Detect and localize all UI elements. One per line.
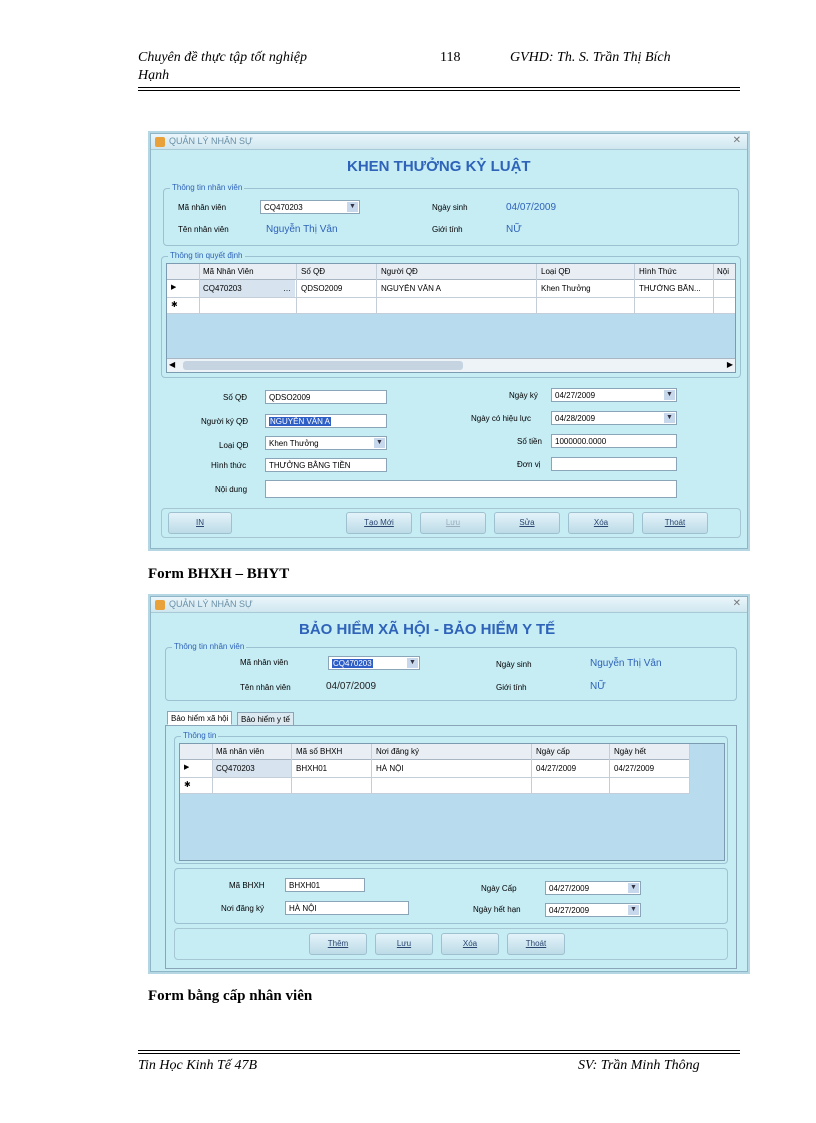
button-bar xyxy=(174,928,728,960)
grid-cell[interactable]: NGUYỄN VĂN A xyxy=(381,284,442,293)
decision-grid[interactable] xyxy=(166,263,736,373)
insurance-grid[interactable] xyxy=(179,743,725,861)
caption-bhxh: Form BHXH – BHYT xyxy=(148,566,290,582)
scroll-thumb[interactable] xyxy=(183,361,463,370)
group-title: Thông tin xyxy=(183,731,217,740)
new-row[interactable] xyxy=(167,298,735,314)
ngay-het-han-label: Ngày hết hạn xyxy=(473,905,521,914)
grid-cell[interactable]: BHXH01 xyxy=(296,764,328,773)
column-header[interactable]: Mã nhân viên xyxy=(216,747,265,756)
so-tien-input[interactable]: 1000000.0000 xyxy=(551,434,677,448)
grid-header xyxy=(167,264,735,280)
column-header[interactable]: Hình Thức xyxy=(639,267,677,276)
ngay-het-han-datepicker[interactable]: 04/27/2009 ▼ xyxy=(545,903,641,917)
create-new-button[interactable]: Tạo Mới xyxy=(346,512,412,534)
add-button[interactable]: Thêm xyxy=(309,933,367,955)
ngay-cap-datepicker[interactable]: 04/27/2009 ▼ xyxy=(545,881,641,895)
grid-cell[interactable]: THƯỞNG BẰN... xyxy=(639,284,701,293)
header-left-continued: Hạnh xyxy=(138,68,170,83)
employee-id-label: Mã nhân viên xyxy=(178,203,227,212)
ma-bhxh-label: Mã BHXH xyxy=(229,881,265,890)
ngay-cap-label: Ngày Cấp xyxy=(481,884,517,893)
chevron-down-icon[interactable]: ▼ xyxy=(664,390,675,400)
ngay-ky-label: Ngày ký xyxy=(509,391,538,400)
ngay-ky-datepicker[interactable]: 04/27/2009 ▼ xyxy=(551,388,677,402)
nguoi-ky-input[interactable]: NGUYỄN VĂN A xyxy=(265,414,387,428)
so-qd-label: Số QĐ xyxy=(223,393,248,402)
chevron-down-icon[interactable]: ▼ xyxy=(628,905,639,915)
employee-info-group xyxy=(163,183,739,246)
so-qd-input[interactable]: QDSO2009 xyxy=(265,390,387,404)
exit-button[interactable]: Thoát xyxy=(507,933,565,955)
grid-cell[interactable]: CQ470203 xyxy=(216,764,255,773)
row-pointer-icon: ▶ xyxy=(171,284,177,291)
table-row[interactable] xyxy=(180,760,690,778)
dob-value: 04/07/2009 xyxy=(506,202,557,213)
noi-dang-ky-label: Nơi đăng ký xyxy=(221,904,265,913)
grid-cell[interactable]: Khen Thưởng xyxy=(541,284,591,293)
save-button[interactable]: Lưu xyxy=(375,933,433,955)
delete-button[interactable]: Xóa xyxy=(568,512,634,534)
grid-cell[interactable]: HÀ NỘI xyxy=(376,764,404,773)
title-bar xyxy=(151,597,747,613)
column-header[interactable]: Mã Nhân Viên xyxy=(203,267,254,276)
scroll-right-icon[interactable]: ▶ xyxy=(726,360,733,369)
ellipsis-icon[interactable]: … xyxy=(283,284,291,293)
column-header[interactable]: Nội xyxy=(717,267,730,276)
form-heading: KHEN THƯỞNG KỶ LUẬT xyxy=(347,158,531,175)
ngay-hieu-luc-datepicker[interactable]: 04/28/2009 ▼ xyxy=(551,411,677,425)
table-row[interactable] xyxy=(167,280,735,298)
group-title: Thông tin quyết định xyxy=(170,251,243,260)
dob-label: Ngày sinh xyxy=(432,203,468,212)
header-left: Chuyên đề thực tập tốt nghiệp xyxy=(138,50,307,65)
loai-qd-label: Loại QĐ xyxy=(219,441,249,450)
chevron-down-icon[interactable]: ▼ xyxy=(347,202,358,212)
column-header[interactable]: Nơi đăng ký xyxy=(376,747,420,756)
footer-left: Tin Học Kinh Tế 47B xyxy=(138,1058,258,1073)
window-title: QUẢN LÝ NHÂN SỰ xyxy=(169,136,253,146)
hinh-thuc-input[interactable]: THƯỞNG BẰNG TIỀN xyxy=(265,458,387,472)
chevron-down-icon[interactable]: ▼ xyxy=(628,883,639,893)
caption-certificates: Form bằng cấp nhân viên xyxy=(148,988,313,1004)
header-rule xyxy=(138,87,740,88)
noi-dang-ky-input[interactable]: HÀ NỘI xyxy=(285,901,409,915)
group-title: Thông tin nhân viên xyxy=(174,642,245,651)
gender-value: NỮ xyxy=(506,224,522,235)
tab-panel xyxy=(165,725,737,969)
ma-bhxh-input[interactable]: BHXH01 xyxy=(285,878,365,892)
grid-header xyxy=(180,744,690,760)
so-tien-label: Số tiền xyxy=(517,437,542,446)
noi-dung-label: Nội dung xyxy=(215,485,248,494)
column-header[interactable]: Loại QĐ xyxy=(541,267,571,276)
scroll-left-icon[interactable]: ◀ xyxy=(169,360,176,369)
header-right: GVHD: Th. S. Trần Thị Bích xyxy=(510,50,671,65)
close-icon[interactable]: ✕ xyxy=(732,135,741,146)
close-icon[interactable]: ✕ xyxy=(732,598,741,609)
don-vi-input[interactable] xyxy=(551,457,677,471)
exit-button[interactable]: Thoát xyxy=(642,512,708,534)
footer-rule xyxy=(138,1050,740,1051)
ngay-hieu-luc-label: Ngày có hiệu lực xyxy=(471,414,532,423)
chevron-down-icon[interactable]: ▼ xyxy=(374,438,385,448)
tab-social-insurance[interactable]: Bảo hiểm xã hội xyxy=(167,711,232,725)
title-bar xyxy=(151,134,747,150)
group-title: Thông tin nhân viên xyxy=(172,183,243,192)
employee-id-select[interactable]: CQ470203 ▼ xyxy=(260,200,360,214)
noi-dung-input[interactable] xyxy=(265,480,677,498)
grid-cell[interactable]: 04/27/2009 xyxy=(614,764,655,773)
don-vi-label: Đơn vị xyxy=(517,460,541,469)
employee-name-value: 04/07/2009 xyxy=(326,681,377,692)
edit-button[interactable]: Sửa xyxy=(494,512,560,534)
loai-qd-select[interactable]: Khen Thưởng ▼ xyxy=(265,436,387,450)
column-header[interactable]: Người QĐ xyxy=(381,267,418,276)
form-heading: BẢO HIỂM XÃ HỘI - BẢO HIỂM Y TẾ xyxy=(299,621,556,638)
gender-label: Giới tính xyxy=(432,225,463,234)
new-row[interactable] xyxy=(180,778,690,794)
gender-value: NỮ xyxy=(590,681,606,692)
insurance-window xyxy=(150,596,748,972)
column-header[interactable]: Số QĐ xyxy=(301,267,326,276)
header-rule-2 xyxy=(138,90,740,91)
column-header[interactable]: Ngày cấp xyxy=(536,747,570,756)
detail-group xyxy=(174,868,728,924)
new-row-icon: ✱ xyxy=(184,780,191,789)
column-header[interactable]: Ngày hết xyxy=(614,747,647,756)
tab-health-insurance[interactable]: Bảo hiểm y tế xyxy=(237,712,294,726)
grid-cell[interactable]: QDSO2009 xyxy=(301,284,343,293)
employee-info-group xyxy=(165,642,737,701)
hinh-thuc-label: Hình thức xyxy=(211,461,247,470)
nguoi-ky-label: Người ký QĐ xyxy=(201,417,249,426)
button-bar xyxy=(161,508,741,538)
footer-right: SV: Trần Minh Thông xyxy=(578,1058,700,1073)
employee-name-label: Tên nhân viên xyxy=(178,225,229,234)
decision-info-group xyxy=(161,251,741,378)
page-number: 118 xyxy=(440,50,461,65)
grid-cell[interactable]: CQ470203 xyxy=(203,284,242,293)
save-button[interactable]: Lưu xyxy=(420,512,486,534)
window-title: QUẢN LÝ NHÂN SỰ xyxy=(169,599,253,609)
grid-cell[interactable]: 04/27/2009 xyxy=(536,764,577,773)
employee-id-label: Mã nhân viên xyxy=(240,658,289,667)
column-header[interactable]: Mã số BHXH xyxy=(296,747,343,756)
delete-button[interactable]: Xóa xyxy=(441,933,499,955)
row-pointer-icon: ▶ xyxy=(184,764,190,771)
chevron-down-icon[interactable]: ▼ xyxy=(407,658,418,668)
info-group xyxy=(174,731,728,864)
footer-rule-2 xyxy=(138,1053,740,1054)
dob-label: Ngày sinh xyxy=(496,660,532,669)
app-icon xyxy=(155,600,165,610)
reward-discipline-window xyxy=(150,133,748,549)
new-row-icon: ✱ xyxy=(171,300,178,309)
employee-name-value: Nguyễn Thị Vân xyxy=(266,224,338,235)
employee-id-select[interactable]: CQ470203 ▼ xyxy=(328,656,420,670)
dob-value: Nguyễn Thị Vân xyxy=(590,658,662,669)
print-button[interactable]: IN xyxy=(168,512,232,534)
employee-name-label: Tên nhân viên xyxy=(240,683,291,692)
horizontal-scrollbar[interactable] xyxy=(167,358,735,372)
chevron-down-icon[interactable]: ▼ xyxy=(664,413,675,423)
gender-label: Giới tính xyxy=(496,683,527,692)
app-icon xyxy=(155,137,165,147)
